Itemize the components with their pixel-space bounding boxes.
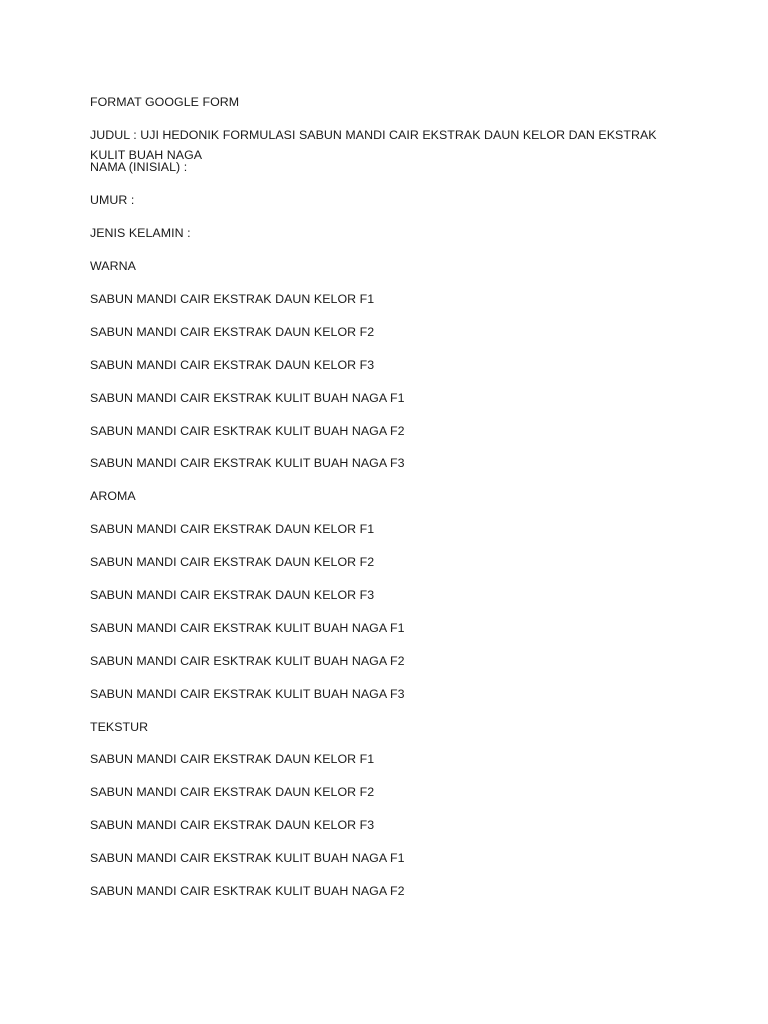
list-item: SABUN MANDI CAIR EKSTRAK DAUN KELOR F3 — [90, 587, 375, 602]
list-item: SABUN MANDI CAIR EKSTRAK DAUN KELOR F3 — [90, 818, 375, 833]
field-name-label: NAMA (INISIAL) : — [90, 160, 188, 175]
list-item: SABUN MANDI CAIR EKSTRAK KULIT BUAH NAGA F3 — [90, 686, 405, 701]
document-body — [90, 92, 690, 914]
list-item: SABUN MANDI CAIR EKSTRAK DAUN KELOR F1 — [90, 752, 375, 767]
document-header: FORMAT GOOGLE FORM — [90, 95, 240, 109]
list-item: SABUN MANDI CAIR EKSTRAK DAUN KELOR F2 — [90, 324, 375, 339]
list-item: SABUN MANDI CAIR EKSTRAK DAUN KELOR F2 — [90, 785, 375, 800]
section-heading-tekstur: TEKSTUR — [90, 719, 149, 734]
list-item: SABUN MANDI CAIR EKSTRAK DAUN KELOR F2 — [90, 555, 375, 570]
list-item: SABUN MANDI CAIR EKSTRAK KULIT BUAH NAGA F1 — [90, 390, 405, 405]
list-item: SABUN MANDI CAIR ESKTRAK KULIT BUAH NAGA F2 — [90, 423, 405, 438]
list-item: SABUN MANDI CAIR ESKTRAK KULIT BUAH NAGA F2 — [90, 653, 405, 668]
section-heading-aroma: AROMA — [90, 489, 136, 504]
list-item: SABUN MANDI CAIR EKSTRAK DAUN KELOR F3 — [90, 357, 375, 372]
list-item: SABUN MANDI CAIR EKSTRAK KULIT BUAH NAGA F3 — [90, 456, 405, 471]
field-gender-label: JENIS KELAMIN : — [90, 226, 191, 241]
list-item: SABUN MANDI CAIR EKSTRAK DAUN KELOR F1 — [90, 522, 375, 537]
list-item: SABUN MANDI CAIR EKSTRAK KULIT BUAH NAGA F1 — [90, 851, 405, 866]
section-heading-warna: WARNA — [90, 259, 136, 274]
field-age-label: UMUR : — [90, 193, 135, 208]
document-title: JUDUL : UJI HEDONIK FORMULASI SABUN MANDI CAIR EKSTRAK DAUN KELOR DAN EKSTRAK KULIT BUAH NAGA — [90, 127, 657, 163]
list-item: SABUN MANDI CAIR EKSTRAK KULIT BUAH NAGA F1 — [90, 620, 405, 635]
list-item: SABUN MANDI CAIR ESKTRAK KULIT BUAH NAGA F2 — [90, 883, 405, 898]
list-item: SABUN MANDI CAIR EKSTRAK DAUN KELOR F1 — [90, 291, 375, 306]
